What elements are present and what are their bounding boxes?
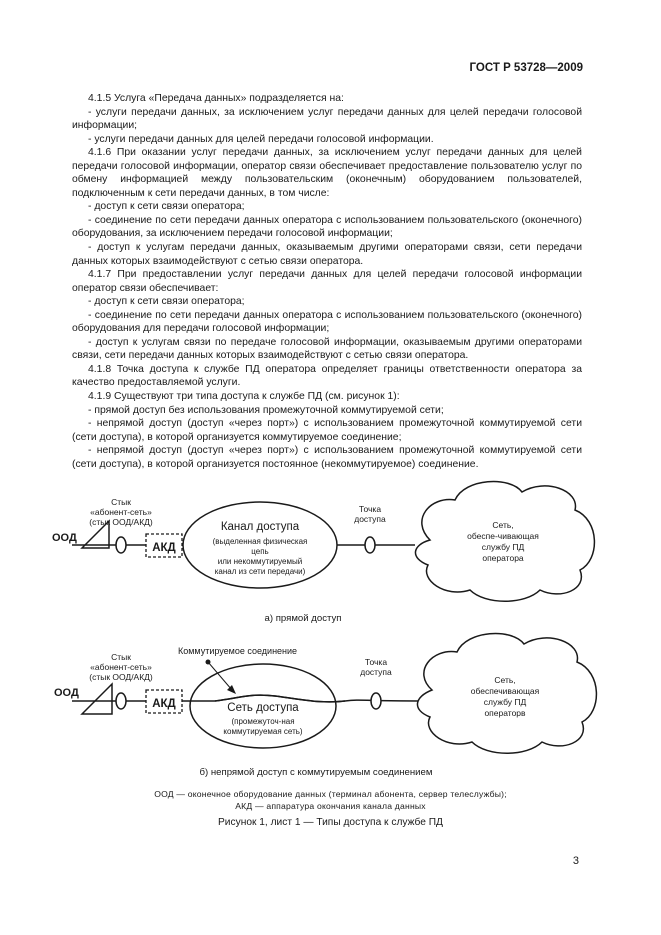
list-item: - прямой доступ без использования промежуточной коммутируемой сети; [88, 404, 444, 416]
list-item: - доступ к услугам связи по передаче голосовой информации, оказываемым другими операторами связи, сети передачи данных которых взаимодействуют с сетью связи оператора. [72, 336, 582, 362]
diagram-b [54, 634, 596, 778]
junction-label: (стык ООД/АКД) [89, 672, 153, 682]
cloud-label: Сеть, [492, 520, 514, 530]
legend [0, 789, 661, 812]
cloud-label: Сеть, [494, 675, 516, 685]
switched-connection-label: Коммутируемое соединение [178, 646, 298, 656]
caption-a: а) прямой доступ [264, 613, 342, 624]
list-item: - соединение по сети передачи данных оператора с использованием пользовательского (оконечного) оборудования для передачи голосовой информации; [72, 309, 582, 335]
list-item: - непрямой доступ (доступ «через порт») с использованием промежуточной коммутируемой сети (сети доступа), в которой организуется постоянное (некоммутируемое) соединение. [72, 445, 582, 470]
cloud-label: обеспечивающая [470, 686, 540, 696]
ood-label: ООД [54, 687, 79, 699]
channel-title: Канал доступа [220, 521, 300, 533]
list-item: - доступ к сети связи оператора; [88, 201, 245, 213]
diagram-a [52, 482, 594, 624]
paragraph: 4.1.9 Существуют три типа доступа к службе ПД (см. рисунок 1): [88, 391, 400, 403]
junction-label: Стык [111, 652, 131, 662]
cloud-label: обеспе-чивающая [467, 531, 539, 541]
access-network-label: коммутируемая сеть) [223, 727, 303, 736]
cloud-label: службу ПД [481, 542, 525, 552]
channel-label: (выделенная физическая [212, 537, 308, 546]
access-network-label: (промежуточ-ная [231, 717, 295, 726]
cloud-label: оператора [482, 553, 524, 563]
access-point-label: Точка [358, 504, 382, 514]
paragraph: 4.1.8 Точка доступа к службе ПД оператора определяет границы ответственности оператора за качество предоставляемой услуги. [72, 363, 582, 389]
caption-b: б) непрямой доступ с коммутируемым соединением [199, 767, 433, 778]
legend-line: АКД — аппаратура окончания канала данных [235, 800, 426, 811]
list-item: - доступ к услугам передачи данных, оказываемым другими операторами связи, сети передачи данных которых взаимодействуют с сетью связи оператора. [72, 242, 582, 267]
page-number: 3 [572, 855, 579, 867]
cloud-label: операторв [484, 708, 526, 718]
paragraph: 4.1.7 При предоставлении услуг передачи данных для целей передачи голосовой информации оператор связи обеспечивает: [72, 269, 582, 294]
paragraph: 4.1.5 Услуга «Передача данных» подразделяется на: [88, 93, 344, 104]
ood-label: ООД [52, 532, 77, 544]
junction-label: (стык ООД/АКД) [89, 517, 153, 527]
document-header: ГОСТ Р 53728—2009 [469, 62, 583, 74]
access-point-icon [371, 693, 381, 709]
junction-point-icon [116, 693, 126, 709]
list-item: - доступ к сети связи оператора; [88, 296, 245, 308]
access-network-title: Сеть доступа [227, 702, 299, 714]
channel-label: или некоммутируемый [217, 557, 303, 566]
channel-label: цепь [251, 547, 269, 556]
junction-label: «абонент-сеть» [90, 507, 152, 517]
junction-point-icon [116, 537, 126, 553]
akd-label: АКД [152, 698, 176, 710]
list-item: - услуги передачи данных, за исключением услуг передачи данных для целей передачи голосовой информации; [72, 106, 582, 132]
cloud-label: службу ПД [483, 697, 527, 707]
access-point-label: Точка [364, 657, 388, 667]
access-point-label: доступа [360, 667, 392, 677]
switched-connection-curve [215, 695, 345, 702]
paragraph: 4.1.6 При оказании услуг передачи данных, за исключением услуг передачи данных для целей передачи голосовой информации, оператор связи обеспечивает предоставление пользователю услуг по обмену информацией между пользовательским (оконечным) оборудованием пользователей, подключенным к сети передачи данных, в том числе: [72, 147, 582, 199]
ood-terminal-icon [82, 684, 112, 714]
list-item: - соединение по сети передачи данных оператора с использованием пользовательского (оконечного) оборудования, за исключением передачи голосовой информации; [72, 214, 582, 240]
access-point-icon [365, 537, 375, 553]
akd-label: АКД [152, 542, 176, 554]
access-point-label: доступа [354, 514, 386, 524]
junction-label: Стык [111, 497, 131, 507]
figure-title: Рисунок 1, лист 1 — Типы доступа к службе ПД [218, 817, 443, 828]
list-item: - непрямой доступ (доступ «через порт») с использованием промежуточной коммутируемой сети (сети доступа), в которой организуется коммутируемое соединение; [72, 418, 582, 443]
junction-label: «абонент-сеть» [90, 662, 152, 672]
list-item: - услуги передачи данных для целей передачи голосовой информации. [88, 133, 434, 145]
legend-line: ООД — оконечное оборудование данных (терминал абонента, сервер телеслужбы); [154, 789, 507, 799]
channel-label: канал из сети передачи) [214, 567, 306, 576]
